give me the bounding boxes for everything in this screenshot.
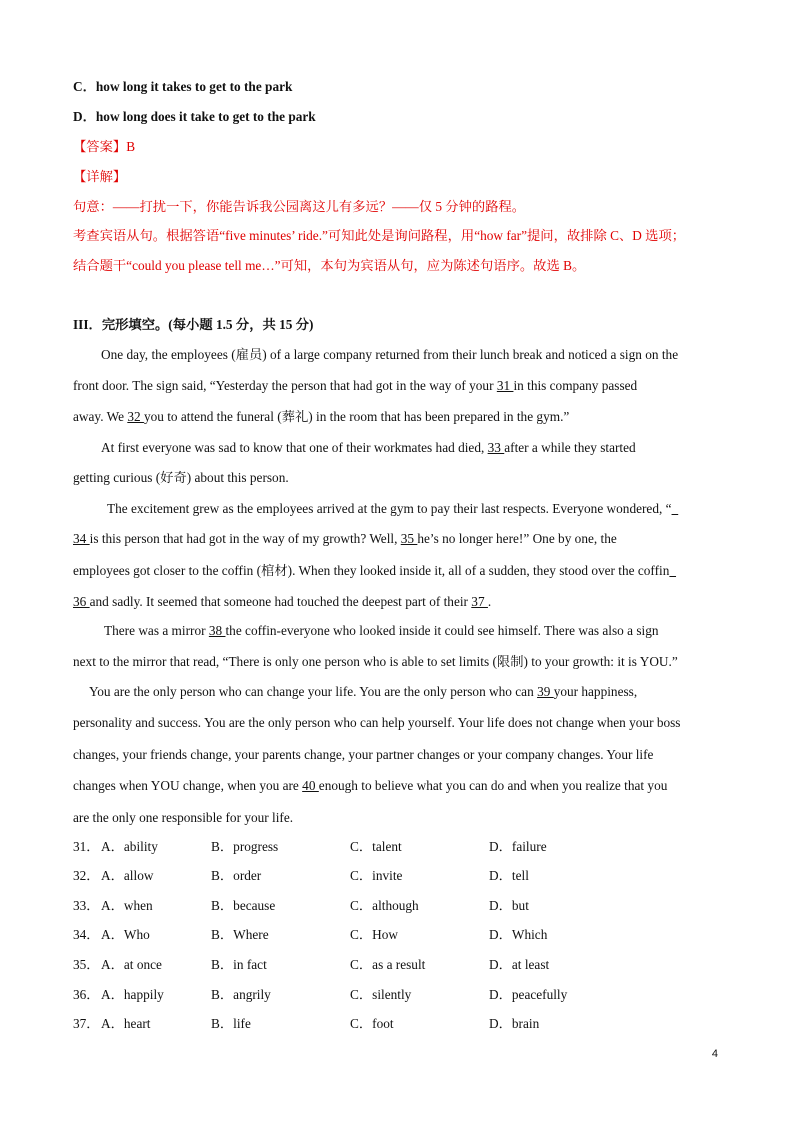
choice-d: D．Which (489, 927, 548, 942)
question-number: 36． (73, 987, 100, 1002)
passage-text: employees got closer to the coffin (棺材). When they looked inside it, all of a sudden, they stood over the coffin (73, 563, 670, 578)
question-number: 34． (73, 927, 100, 942)
passage-line (101, 439, 636, 457)
choice-b: B．angrily (211, 987, 271, 1002)
choice-c: C．silently (350, 987, 412, 1002)
passage-line (73, 530, 617, 548)
passage-text: the coffin-everyone who looked inside it could see himself. There was also a sign (225, 623, 659, 638)
question-number: 35． (73, 957, 100, 972)
question-number: 33． (73, 898, 100, 913)
choice-a: A．allow (101, 868, 154, 883)
passage-text: is this person that had got in the way of my growth? Well, (89, 531, 401, 546)
passage-line: One day, the employees (雇员) of a large company returned from their lunch break and noticed a sign on the (101, 347, 679, 362)
passage-line (73, 408, 569, 426)
passage-line (73, 562, 676, 580)
question-number: 37． (73, 1016, 100, 1031)
blank-31: 31 (496, 378, 514, 393)
choice-c: C．How (350, 927, 399, 942)
blank-33: 33 (487, 440, 505, 455)
passage-text: after a while they started (504, 440, 636, 455)
choice-a: A．when (101, 898, 153, 913)
choice-d: D．at least (489, 957, 550, 972)
passage-line: changes, your friends change, your parents change, your partner changes or your company changes. Your life (73, 747, 654, 762)
passage-line (104, 622, 659, 640)
answer-label: 【答案】 (73, 139, 127, 154)
detail-line-1: 句意：——打扰一下，你能告诉我公园离这儿有多远？——仅 5 分钟的路程。 (73, 199, 526, 214)
blank-34-lead (672, 501, 679, 516)
passage-text: There was a mirror (104, 623, 209, 638)
option-c: C．how long it takes to get to the park (73, 79, 293, 94)
question-number: 31． (73, 839, 100, 854)
choice-d: D．brain (489, 1016, 540, 1031)
blank-36: 36 (73, 594, 90, 609)
section-title: III．完形填空。(每小题 1.5 分，共 15 分) (73, 317, 314, 332)
passage-line (73, 777, 667, 795)
blank-38: 38 (208, 623, 226, 638)
choice-b: B．Where (211, 927, 269, 942)
choice-c: C．although (350, 898, 419, 913)
passage-line (73, 377, 637, 395)
choice-d: D．tell (489, 868, 529, 883)
choice-b: B．order (211, 868, 262, 883)
passage-text: you to attend the funeral (葬礼) in the room that has been prepared in the gym.” (143, 409, 570, 424)
choice-a: A．ability (101, 839, 158, 854)
passage-text: and sadly. It seemed that someone had touched the deepest part of their (89, 594, 472, 609)
passage-text: At first everyone was sad to know that one of their workmates had died, (101, 440, 488, 455)
blank-39: 39 (537, 684, 554, 699)
passage-text: . (487, 594, 492, 609)
passage-line (89, 683, 637, 701)
detail-line-3: 结合题干“could you please tell me…”可知，本句为宾语从句，应为陈述句语序。故选 B。 (73, 258, 586, 273)
passage-text: he’s no longer here!” One by one, the (417, 531, 617, 546)
choice-a: A．Who (101, 927, 150, 942)
choice-c: C．invite (350, 868, 403, 883)
question-number: 32． (73, 868, 100, 883)
option-d: D．how long does it take to get to the park (73, 109, 316, 124)
choice-c: C．foot (350, 1016, 394, 1031)
passage-text: away. We (73, 409, 128, 424)
page-number: 4 (711, 1048, 718, 1060)
choice-a: A．heart (101, 1016, 151, 1031)
choice-b: B．because (211, 898, 276, 913)
answer-line (73, 138, 135, 156)
passage-line (107, 500, 678, 518)
choice-b: B．in fact (211, 957, 267, 972)
passage-text: your happiness, (553, 684, 638, 699)
blank-36-lead (669, 563, 676, 578)
passage-text: enough to believe what you can do and when you realize that you (318, 778, 668, 793)
passage-line: are the only one responsible for your life. (73, 810, 294, 825)
passage-line (73, 593, 491, 611)
blank-40: 40 (302, 778, 319, 793)
choice-b: B．progress (211, 839, 279, 854)
choice-b: B．life (211, 1016, 251, 1031)
passage-line: personality and success. You are the only person who can help yourself. Your life does not change when your boss (73, 715, 681, 730)
choice-a: A．happily (101, 987, 164, 1002)
passage-text: You are the only person who can change your life. You are the only person who can (89, 684, 538, 699)
detail-label: 【详解】 (73, 169, 127, 184)
passage-text: in this company passed (513, 378, 638, 393)
choice-c: C．as a result (350, 957, 426, 972)
choice-a: A．at once (101, 957, 162, 972)
answer-value: B (126, 139, 136, 154)
blank-34: 34 (73, 531, 90, 546)
passage-text: The excitement grew as the employees arrived at the gym to pay their last respects. Everyone wondered, “ (107, 501, 672, 516)
passage-line: next to the mirror that read, “There is only one person who is able to set limits (限制) to your growth: it is YOU.” (73, 654, 678, 669)
detail-line-2: 考查宾语从句。根据答语“five minutes’ ride.”可知此处是询问路程，用“how far”提问，故排除 C、D 选项； (73, 228, 686, 243)
choice-d: D．but (489, 898, 529, 913)
blank-37: 37 (471, 594, 488, 609)
choice-d: D．peacefully (489, 987, 568, 1002)
passage-text: front door. The sign said, “Yesterday the person that had got in the way of your (73, 378, 497, 393)
passage-line: getting curious (好奇) about this person. (73, 470, 289, 485)
blank-35: 35 (400, 531, 418, 546)
choice-c: C．talent (350, 839, 402, 854)
blank-32: 32 (127, 409, 144, 424)
passage-text: changes when YOU change, when you are (73, 778, 303, 793)
choice-d: D．failure (489, 839, 547, 854)
